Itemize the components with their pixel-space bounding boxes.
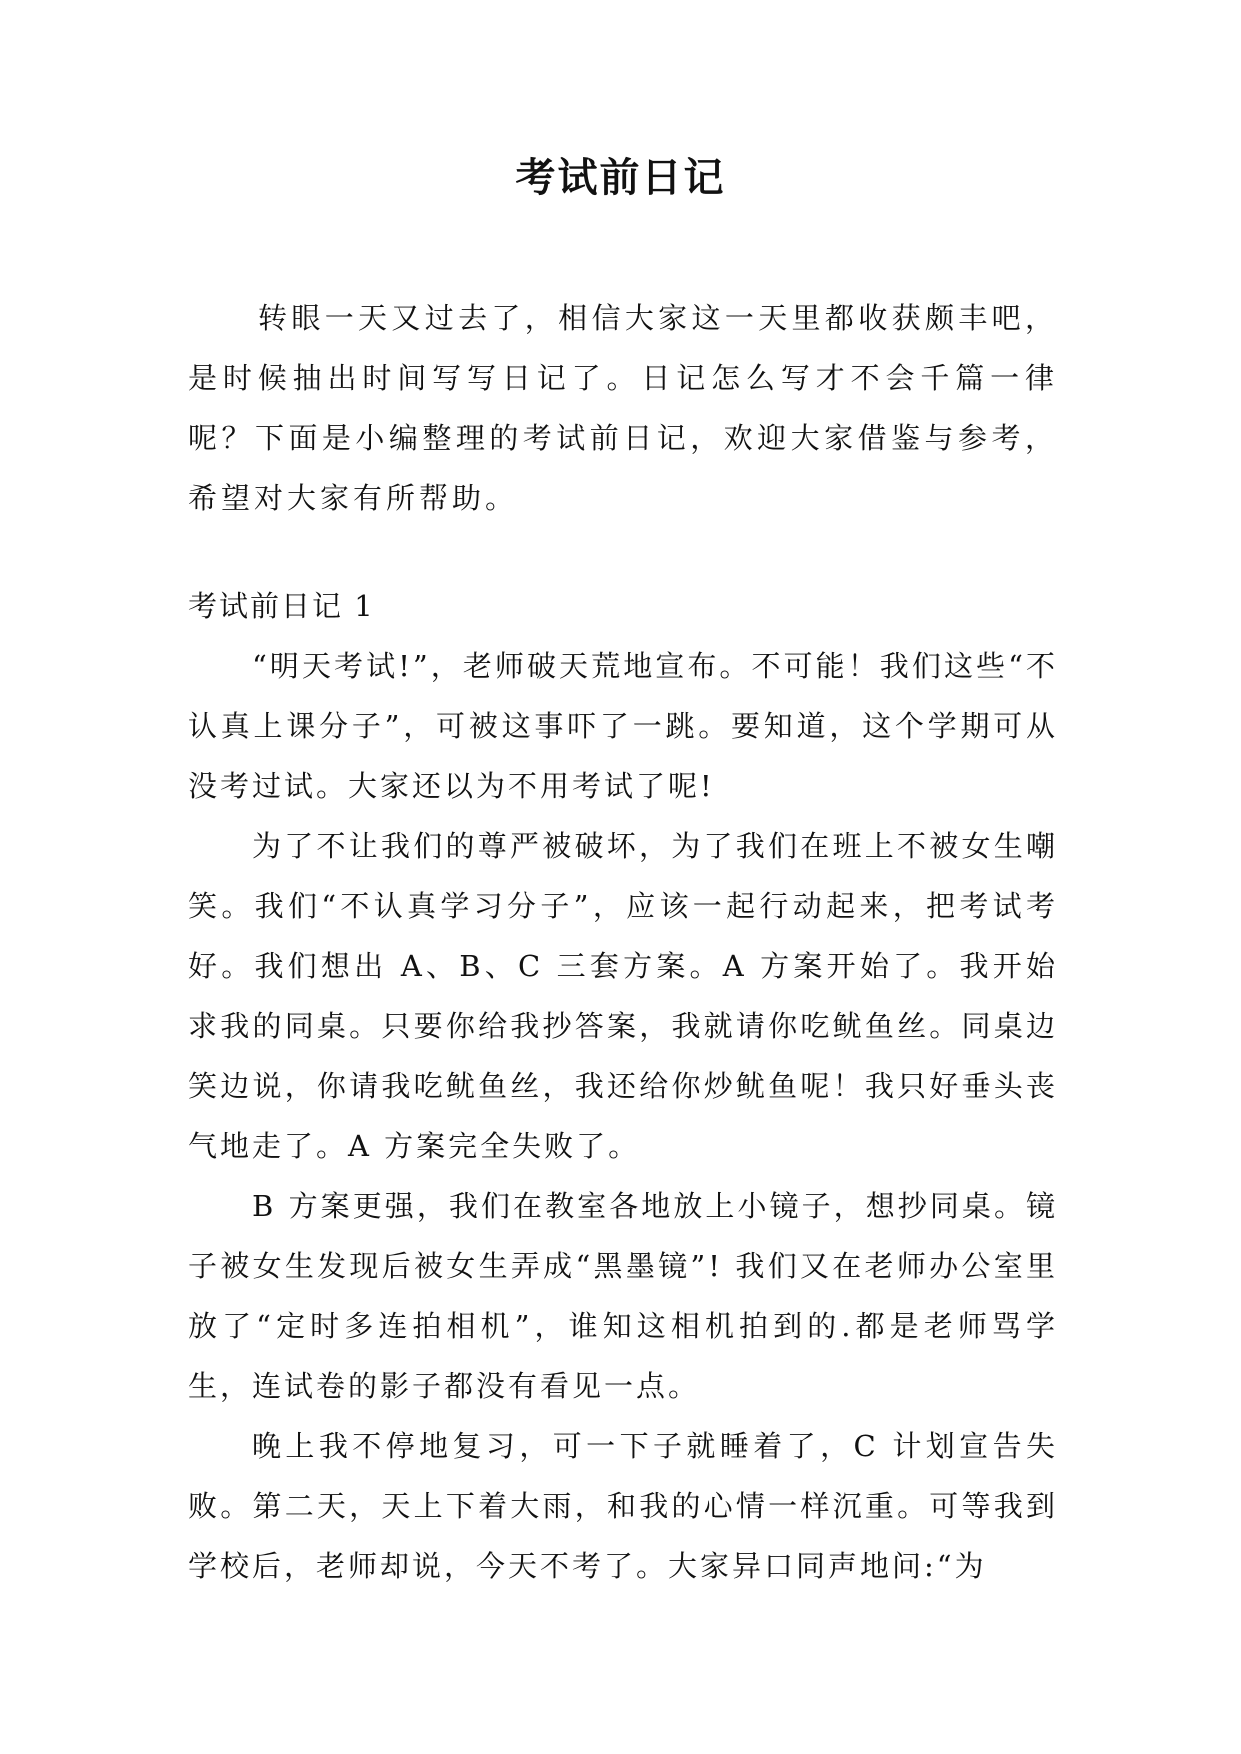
body-paragraph: 为了不让我们的尊严被破坏，为了我们在班上不被女生嘲笑。我们“不认真学习分子”，应该一起行动起来，把考试考好。我们想出 A、B、C 三套方案。A 方案开始了。我开始求我的同桌。只要你给我抄答案，我就请你吃鱿鱼丝。同桌边笑边说，你请我吃鱿鱼丝，我还给你炒鱿鱼呢！我只好垂头丧气地走了。A 方案完全失败了。 [188,829,1058,1163]
diary-body [188,636,1058,1596]
body-paragraph: “明天考试!”，老师破天荒地宣布。不可能！我们这些“不认真上课分子”，可被这事吓了一跳。要知道，这个学期可从没考过试。大家还以为不用考试了呢! [188,649,1058,803]
body-paragraph: B 方案更强，我们在教室各地放上小镜子，想抄同桌。镜子被女生发现后被女生弄成“黑墨镜”! 我们又在老师办公室里放了“定时多连拍相机”，谁知这相机拍到的.都是老师骂学生，连试卷的影子都没有看见一点。 [188,1189,1058,1403]
document-title: 考试前日记 [515,154,726,201]
body-paragraph: 晚上我不停地复习，可一下子就睡着了，C 计划宣告失败。第二天，天上下着大雨，和我的心情一样沉重。可等我到学校后，老师却说，今天不考了。大家异口同声地问:“为 [188,1429,1058,1583]
intro-paragraph: 转眼一天又过去了，相信大家这一天里都收获颇丰吧，是时候抽出时间写写日记了。日记怎么写才不会千篇一律呢？下面是小编整理的考试前日记，欢迎大家借鉴与参考，希望对大家有所帮助。 [188,301,1058,515]
section-heading: 考试前日记 1 [188,589,375,623]
